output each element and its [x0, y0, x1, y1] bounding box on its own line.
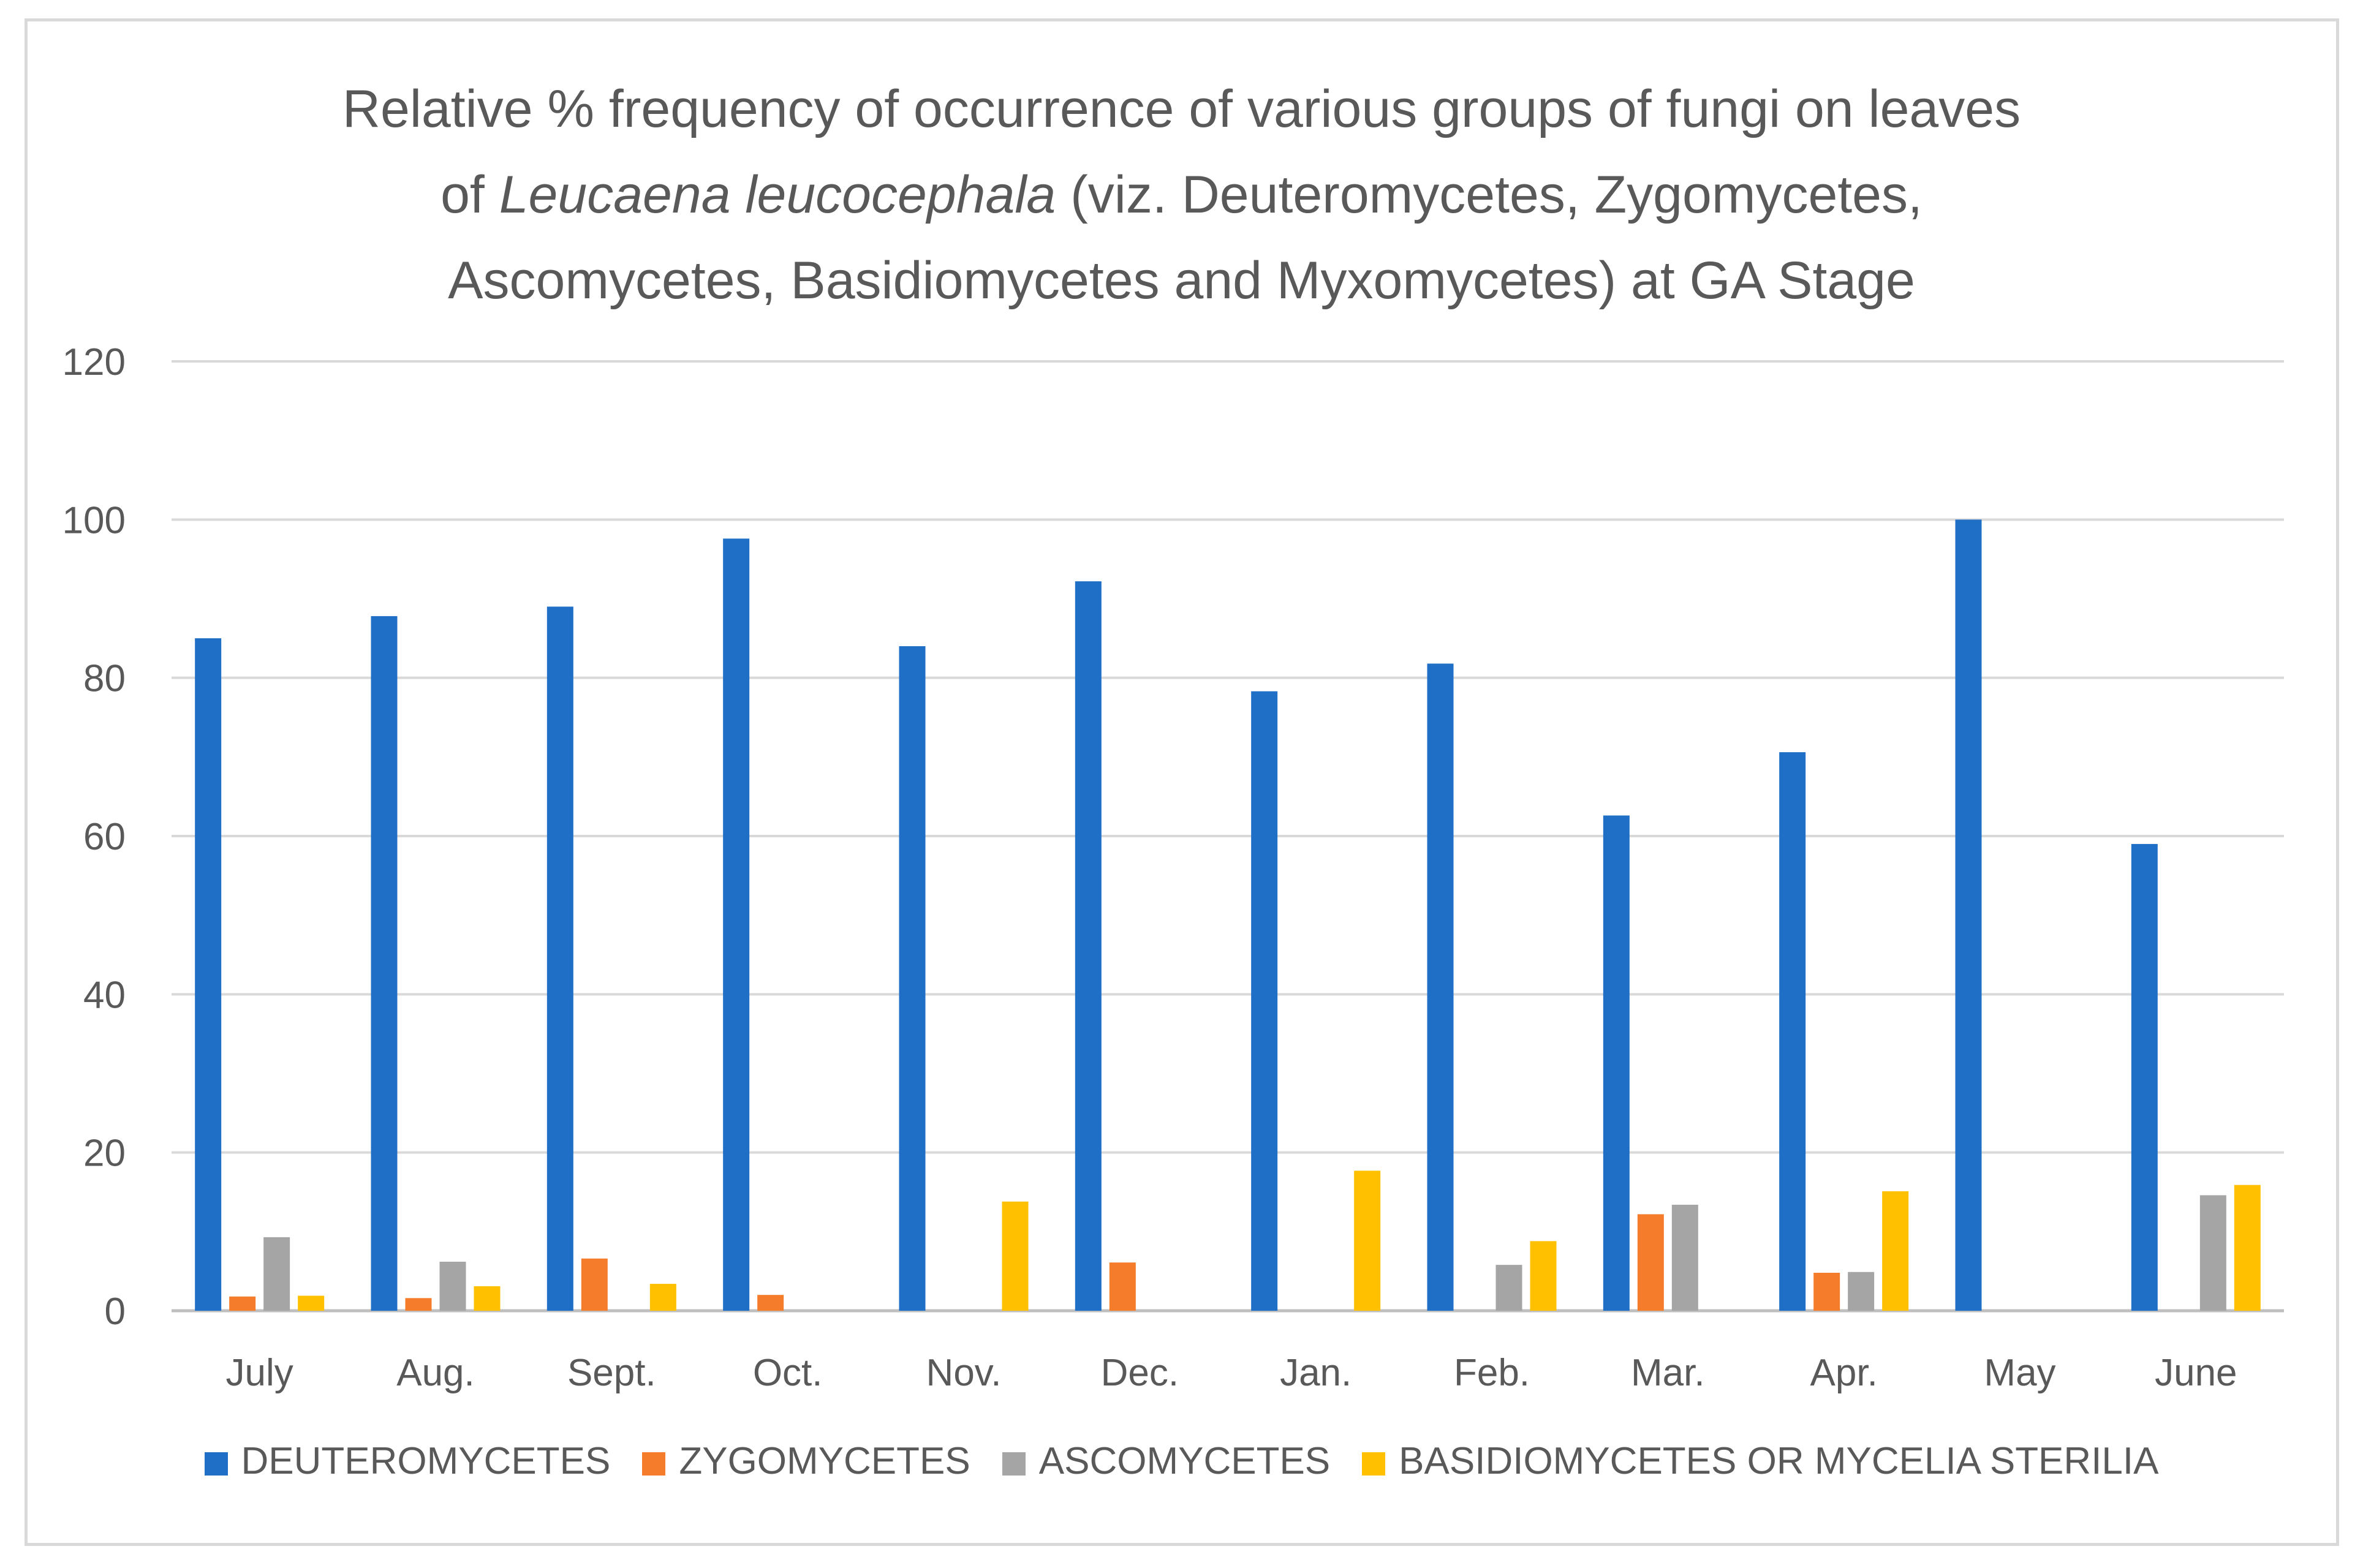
x-axis-tick-labels — [226, 1352, 2237, 1394]
x-tick-label: Apr. — [1810, 1352, 1878, 1394]
y-tick-label: 120 — [62, 341, 126, 383]
legend-swatch — [642, 1452, 665, 1476]
bar-zygomycetes-sept — [581, 1259, 608, 1311]
x-tick-label: July — [225, 1352, 293, 1394]
bar-basidiomycetes-or-mycelia-sterilia-july — [298, 1295, 324, 1311]
x-tick-label: Oct. — [752, 1352, 823, 1394]
legend-item — [1002, 1439, 1330, 1483]
bar-deuteromycetes-june — [2131, 844, 2158, 1311]
x-tick-label: June — [2155, 1352, 2237, 1394]
title-text: (viz. Deuteromycetes, Zygomycetes, — [1056, 165, 1923, 224]
y-tick-label: 0 — [104, 1291, 126, 1333]
bar-deuteromycetes-nov — [899, 646, 926, 1311]
title-text: Relative % frequency of occurrence of various groups of fungi on leaves — [342, 80, 2021, 138]
legend-swatch — [1362, 1452, 1385, 1476]
bar-zygomycetes-dec — [1110, 1262, 1136, 1311]
bar-basidiomycetes-or-mycelia-sterilia-nov — [1002, 1202, 1029, 1311]
y-tick-label: 80 — [83, 657, 126, 700]
x-tick-label: Aug. — [396, 1352, 475, 1394]
bar-deuteromycetes-dec — [1075, 581, 1102, 1311]
bar-deuteromycetes-feb — [1427, 663, 1454, 1311]
bar-ascomycetes-aug — [440, 1262, 466, 1311]
legend-label: BASIDIOMYCETES OR MYCELIA STERILIA — [1399, 1440, 2159, 1482]
bar-zygomycetes-aug — [406, 1298, 432, 1311]
bar-basidiomycetes-or-mycelia-sterilia-june — [2234, 1185, 2261, 1311]
title-text: of — [440, 165, 499, 224]
bars — [195, 519, 2261, 1311]
legend-item — [205, 1439, 611, 1483]
bar-basidiomycetes-or-mycelia-sterilia-apr — [1882, 1191, 1908, 1311]
x-tick-label: Feb. — [1453, 1352, 1530, 1394]
x-tick-label: Jan. — [1280, 1352, 1352, 1394]
legend-swatch — [1002, 1452, 1026, 1476]
x-tick-label: Dec. — [1100, 1352, 1179, 1394]
x-tick-label: Mar. — [1631, 1352, 1705, 1394]
bar-deuteromycetes-mar — [1603, 815, 1630, 1311]
bar-zygomycetes-oct — [757, 1295, 784, 1311]
bar-basidiomycetes-or-mycelia-sterilia-jan — [1354, 1170, 1380, 1311]
y-tick-label: 40 — [83, 974, 126, 1017]
legend-label: ASCOMYCETES — [1038, 1440, 1331, 1482]
bar-ascomycetes-feb — [1496, 1265, 1522, 1311]
legend-item — [1362, 1439, 2158, 1483]
bar-deuteromycetes-apr — [1779, 752, 1805, 1311]
bar-ascomycetes-july — [263, 1237, 290, 1311]
legend-swatch — [205, 1452, 228, 1476]
bar-basidiomycetes-or-mycelia-sterilia-feb — [1530, 1241, 1557, 1311]
x-tick-label: May — [1984, 1352, 2056, 1394]
y-tick-label: 100 — [62, 499, 126, 542]
y-axis-tick-labels — [62, 341, 126, 1333]
bar-basidiomycetes-or-mycelia-sterilia-sept — [650, 1284, 676, 1311]
bar-deuteromycetes-jan — [1251, 692, 1277, 1311]
bar-deuteromycetes-sept — [547, 606, 573, 1311]
y-tick-label: 20 — [83, 1132, 126, 1175]
title-text: Ascomycetes, Basidiomycetes and Myxomycetes) at GA Stage — [448, 251, 1915, 310]
bar-zygomycetes-july — [229, 1297, 255, 1311]
bar-ascomycetes-mar — [1672, 1205, 1698, 1311]
x-tick-label: Nov. — [926, 1352, 1002, 1394]
legend-label: ZYGOMYCETES — [679, 1440, 970, 1482]
legend-label: DEUTEROMYCETES — [241, 1440, 611, 1482]
bar-basidiomycetes-or-mycelia-sterilia-aug — [474, 1286, 501, 1311]
bar-zygomycetes-mar — [1638, 1214, 1664, 1311]
y-tick-label: 60 — [83, 816, 126, 858]
x-tick-label: Sept. — [567, 1352, 656, 1394]
title-species-name: Leucaena leucocephala — [499, 165, 1056, 224]
bar-ascomycetes-june — [2200, 1195, 2226, 1311]
legend — [0, 1439, 2363, 1483]
bar-deuteromycetes-july — [195, 638, 221, 1311]
legend-item — [642, 1439, 970, 1483]
bar-ascomycetes-apr — [1848, 1272, 1874, 1311]
bar-deuteromycetes-may — [1956, 519, 1982, 1311]
bar-deuteromycetes-aug — [371, 616, 398, 1311]
bar-zygomycetes-apr — [1813, 1273, 1840, 1311]
bar-deuteromycetes-oct — [723, 538, 749, 1311]
